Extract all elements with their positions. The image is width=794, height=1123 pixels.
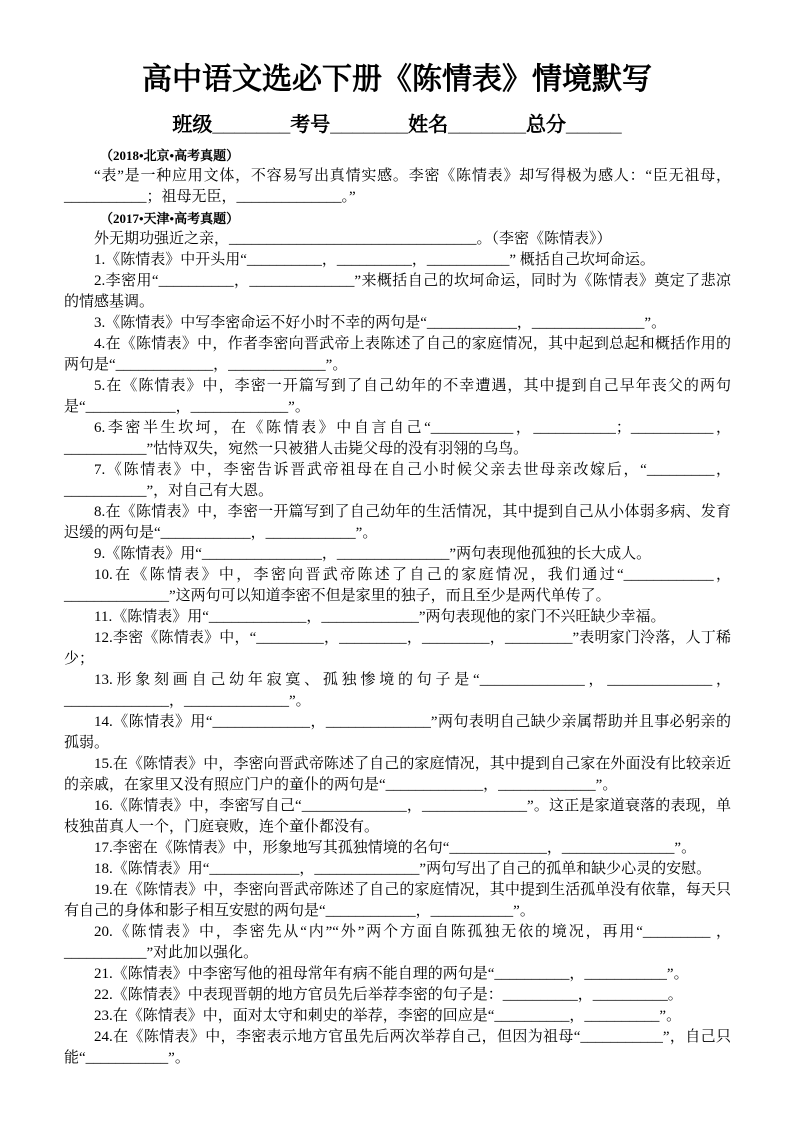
question-8: 8.在《陈情表》中，李密一开篇写到了自己幼年的生活情况，其中提到自己从小体弱多病、发育迟缓的两句是“____________，____________”。 xyxy=(64,504,731,541)
info-label: 考号 xyxy=(290,114,331,136)
question-11: 11.《陈情表》用“_____________，_____________”两句表现他的家门不兴旺缺少幸福。 xyxy=(94,609,666,625)
student-info-line xyxy=(0,111,794,139)
info-blank: _______ xyxy=(448,114,526,136)
info-label: 姓名 xyxy=(408,114,449,136)
question-5: 5.在《陈情表》中，李密一开篇写到了自己幼年的不幸遭遇，其中提到自己早年丧父的两句是“____________，_____________”。 xyxy=(64,378,731,415)
question-19: 19.在《陈情表》中，李密向晋武帝陈述了自己的家庭情况，其中提到生活孤单没有依靠，每天只有自己的身体和影子相互安慰的两句是“____________，___________”。 xyxy=(64,882,731,919)
question-17: 17.李密在《陈情表》中，形象地写其孤独情境的名句“_____________，_______________”。 xyxy=(94,840,697,856)
question-6: 6.李密半生坎坷，在《陈情表》中自言自己“___________，___________；___________，___________”怙恃双失，宛然一只被猎人击毙父母的没有羽翎的乌鸟。 xyxy=(64,420,731,457)
question-3: 3.《陈情表》中写李密命运不好小时不幸的两句是“____________，_______________”。 xyxy=(94,315,667,331)
question-22: 22.《陈情表》中表现晋朝的地方官员先后举荐李密的句子是：__________，__________。 xyxy=(94,987,683,1003)
info-blank: _______ xyxy=(212,114,291,136)
question-2: 2.李密用“__________，______________”来概括自己的坎坷命运，同时为《陈情表》奠定了悲凉的情感基调。 xyxy=(64,273,731,310)
info-blank: _______ xyxy=(330,114,409,136)
question-24: 24.在《陈情表》中，李密表示地方官虽先后两次举荐自己，但因为祖母“___________”，自己只能“___________”。 xyxy=(64,1029,731,1066)
question-15: 15.在《陈情表》中，李密向晋武帝陈述了自己的家庭情况，其中提到自己家在外面没有比较亲近的亲戚，在家里又没有照应门户的童仆的两句是“_____________，_____________”。 xyxy=(64,756,731,793)
exam-source-2018: （2018•北京•高考真题） xyxy=(100,148,240,163)
question-20: 20.《陈情表》中，李密先从“内”“外”两个方面自陈孤独无依的境况，再用“_________ ，___________”对此加以强化。 xyxy=(64,924,731,961)
question-7: 7.《陈情表》中，李密告诉晋武帝祖母在自己小时候父亲去世母亲改嫁后，“_________，___________”，对自己有大恩。 xyxy=(64,462,731,499)
worksheet-title: 高中语文选必下册《陈情表》情境默写 xyxy=(142,63,652,96)
exam-question-2018: “表”是一种应用文体，不容易写出真情实感。李密《陈情表》却写得极为感人：“臣无祖母，___________；祖母无臣，______________。” xyxy=(64,168,731,205)
question-9: 9.《陈情表》用“________________，_______________”两句表现他孤独的长大成人。 xyxy=(94,546,652,562)
question-16: 16.《陈情表》中，李密写自己“______________，______________”。这正是家道衰落的表现，单枝独苗真人一个，门庭衰败，连个童仆都没有。 xyxy=(64,798,731,835)
question-21: 21.《陈情表》中李密写他的祖母常年有病不能自理的两句是“__________，___________”。 xyxy=(94,966,689,982)
info-field-score xyxy=(526,114,622,136)
question-1: 1.《陈情表》中开头用“__________，__________，___________” 概括自己坎坷命运。 xyxy=(94,252,655,268)
question-10: 10.在《陈情表》中，李密向晋武帝陈述了自己的家庭情况，我们通过“____________，______________”这两句可以知道李密不但是家里的独子，而且至少是两代单传了。 xyxy=(64,567,731,604)
question-12: 12.李密《陈情表》中，“_________，_________，_________，_________”表明家门泠落，人丁稀少； xyxy=(64,630,731,667)
question-4: 4.在《陈情表》中，作者李密向晋武帝上表陈述了自己的家庭情况，其中起到总起和概括作用的两句是“_____________，_____________”。 xyxy=(64,336,731,373)
question-14: 14.《陈情表》用“_____________，______________”两句表明自己缺少亲属帮助并且事必躬亲的孤弱。 xyxy=(64,714,731,751)
question-23: 23.在《陈情表》中，面对太守和刺史的举荐，李密的回应是“__________，__________”。 xyxy=(94,1008,682,1024)
info-label: 总分 xyxy=(526,114,566,136)
info-label: 班级 xyxy=(172,114,213,136)
question-13: 13.形象刻画自己幼年寂寞、孤独惨境的句子是“______________，______________，______________，______________”。 xyxy=(64,672,731,709)
exam-source-2017: （2017•天津•高考真题） xyxy=(100,211,240,226)
worksheet-body xyxy=(64,145,731,1069)
exam-question-2017: 外无期功强近之亲，_________________________________。（李密《陈情表》） xyxy=(94,231,612,247)
info-field-exam-number xyxy=(290,114,408,136)
question-18: 18.《陈情表》用“____________，______________”两句写出了自己的孤单和缺少心灵的安慰。 xyxy=(94,861,712,877)
info-field-name xyxy=(408,114,526,136)
info-field-class xyxy=(172,114,290,136)
info-blank: _____ xyxy=(566,114,622,136)
